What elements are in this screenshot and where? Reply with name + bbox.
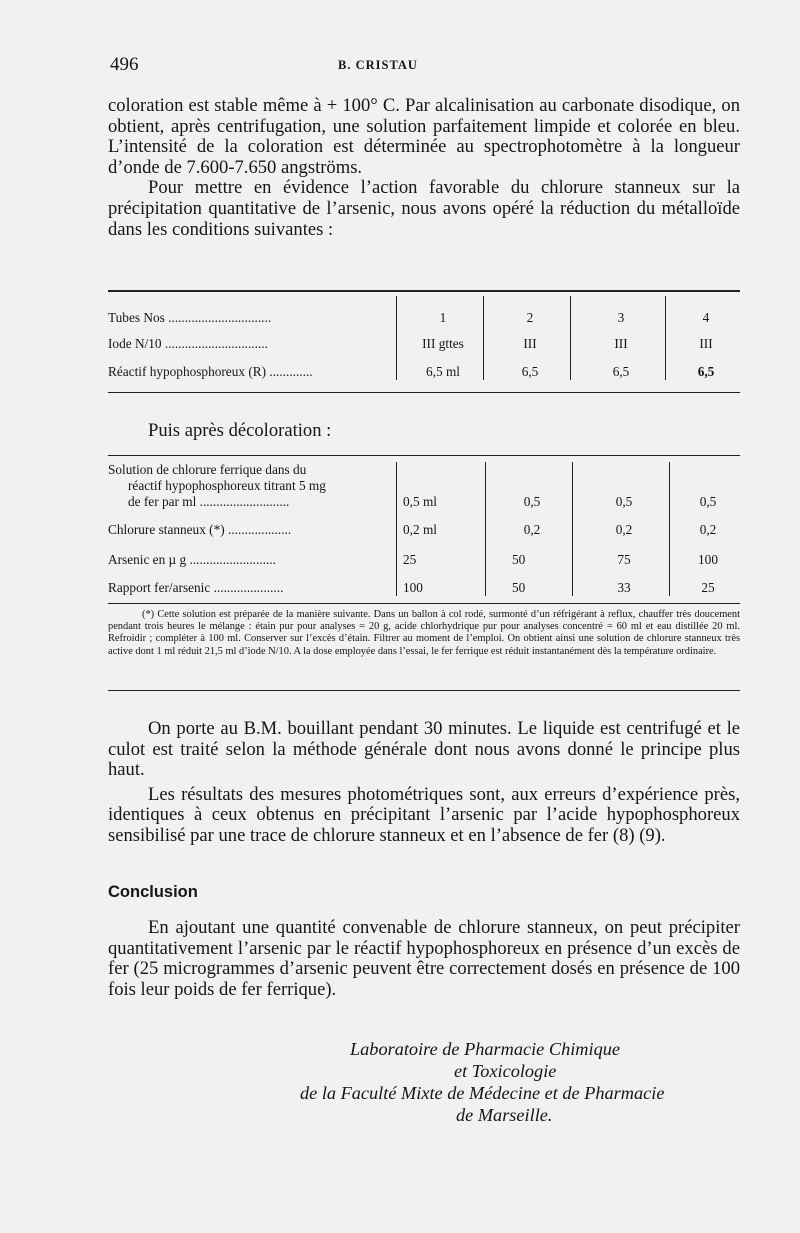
table-cell: 0,2 ml (397, 510, 486, 538)
table-cell: 6,5 (571, 352, 666, 380)
table-cell: 0,5 (486, 462, 573, 510)
dot-leader: ............................... (164, 310, 272, 325)
table-row (108, 462, 740, 510)
table-row-label (108, 462, 397, 510)
running-head: B. CRISTAU (338, 58, 418, 72)
dot-leader: ........................... (196, 494, 290, 509)
table-cell: III gttes (397, 326, 484, 352)
table-cell: 6,5 (484, 352, 571, 380)
table-cell: 0,2 (486, 510, 573, 538)
table-cell: 0,2 (670, 510, 741, 538)
table-row-label: Rapport fer/arsenic ..................... (108, 580, 284, 595)
table-cell: 3 (571, 296, 666, 326)
subheading: Puis après décoloration : (148, 420, 332, 441)
label-line: réactif hypophosphoreux titrant 5 mg (128, 478, 326, 493)
table-cell: 0,5 ml (397, 462, 486, 510)
table-cell: 25 (397, 538, 486, 568)
table-bottom-rule (108, 392, 740, 393)
paragraph: coloration est stable même à + 100° C. Par alcalinisation au carbonate disodique, on obtient, après centrifugation, une solution parfaitement limpide et colorée en bleu. L’intensité de la coloration est déterminée au spectrophotomètre à la longueur d’onde de 7.600-7.650 angströms. (108, 95, 740, 178)
table-cell: 0,2 (573, 510, 670, 538)
table-top-rule (108, 290, 740, 292)
table-top-rule (108, 455, 740, 456)
conclusion-text (108, 918, 740, 1000)
table-bottom-rule (108, 603, 740, 604)
intro-text (108, 96, 740, 240)
dot-leader: ..................... (210, 580, 284, 595)
paragraph: On porte au B.M. bouillant pendant 30 minutes. Le liquide est centrifugé et le culot est traité selon la méthode générale dont nous avons donné le principe plus haut. (108, 718, 740, 781)
results-text (108, 719, 740, 847)
table-row (108, 538, 740, 568)
table-cell: 100 (397, 568, 486, 596)
footnote (108, 609, 740, 658)
table-row (108, 352, 740, 380)
dot-leader: .......................... (186, 552, 276, 567)
table-row-label: Arsenic en µ g .......................... (108, 552, 276, 567)
table-row (108, 296, 740, 326)
table-cell: 100 (670, 538, 741, 568)
table-row (108, 568, 740, 596)
affiliation-line: de Marseille. (456, 1105, 553, 1125)
footnote-rule (108, 690, 740, 691)
table-cell: III (571, 326, 666, 352)
footnote-text: (*) Cette solution est préparée de la manière suivante. Dans un ballon à col rodé, surmonté d’un réfrigérant à reflux, chauffer très doucement pendant trois heures le mélange : étain pur pour analyses = 20 g, acide chlorhydrique pur pour analyses concentré = 60 ml et eau distillée 20 ml. Refroidir ; compléter à 100 ml. Conserver sur l’excès d’étain. Filtrer au moment de l’emploi. On obtient ainsi une solution de chlorure stanneux très active dont 1 ml réduit 21,5 ml d’iode N/10. A la dose employée dans l’essai, le fer ferrique est réduit instantanément dès la température ordinaire. (108, 609, 740, 657)
table-additions (108, 462, 740, 596)
affiliation-line: Laboratoire de Pharmacie Chimique (350, 1039, 620, 1059)
table-cell: 50 (486, 568, 573, 596)
table-cell: 0,5 (670, 462, 741, 510)
page-number: 496 (110, 54, 139, 75)
dot-leader: ............................... (161, 336, 268, 351)
dot-leader: ............. (266, 364, 313, 379)
table-cell: 50 (486, 538, 573, 568)
paragraph: Pour mettre en évidence l’action favorable du chlorure stanneux sur la précipitation quantitative de l’arsenic, nous avons opéré la réduction du métalloïde dans les conditions suivantes : (108, 177, 740, 240)
table-cell: 1 (397, 296, 484, 326)
page-header (108, 54, 740, 76)
table-row-label: Iode N/10 ............................... (108, 336, 268, 351)
table-row-label: Chlorure stanneux (*) ................... (108, 522, 292, 537)
table-cell: 2 (484, 296, 571, 326)
table-row-label: Réactif hypophosphoreux (R) ............. (108, 364, 313, 379)
table-cell: 4 (666, 296, 741, 326)
table-cell: 25 (670, 568, 741, 596)
affiliation-line: de la Faculté Mixte de Médecine et de Pharmacie (300, 1083, 665, 1103)
table-cell: III (666, 326, 741, 352)
label-line: Solution de chlorure ferrique dans du (108, 462, 307, 477)
paragraph: Les résultats des mesures photométriques sont, aux erreurs d’expérience près, identiques à ceux obtenus en précipitant l’arsenic par l’acide hypophosphoreux sensibilisé par une trace de chlorure stanneux et en l’absence de fer (8) (9). (108, 783, 740, 846)
table-row (108, 510, 740, 538)
table-cell: 33 (573, 568, 670, 596)
table-cell: 75 (573, 538, 670, 568)
affiliation-line: et Toxicologie (454, 1061, 557, 1081)
dot-leader: ................... (224, 522, 292, 537)
section-title: Conclusion (108, 883, 198, 901)
table-row (108, 326, 740, 352)
label-line: de fer par ml ........................... (128, 494, 290, 509)
table-cell: 0,5 (573, 462, 670, 510)
table-cell: 6,5 (666, 352, 741, 380)
table-row-label: Tubes Nos ............................... (108, 310, 272, 325)
paragraph: En ajoutant une quantité convenable de chlorure stanneux, on peut précipiter quantitativement l’arsenic par le réactif hypophosphoreux en présence d’un excès de fer (25 microgrammes d’arsenic peuvent être correctement dosés en présence de 100 fois leur poids de fer ferrique). (108, 917, 740, 1000)
table-cell: 6,5 ml (397, 352, 484, 380)
table-cell: III (484, 326, 571, 352)
table-reagents (108, 296, 740, 380)
